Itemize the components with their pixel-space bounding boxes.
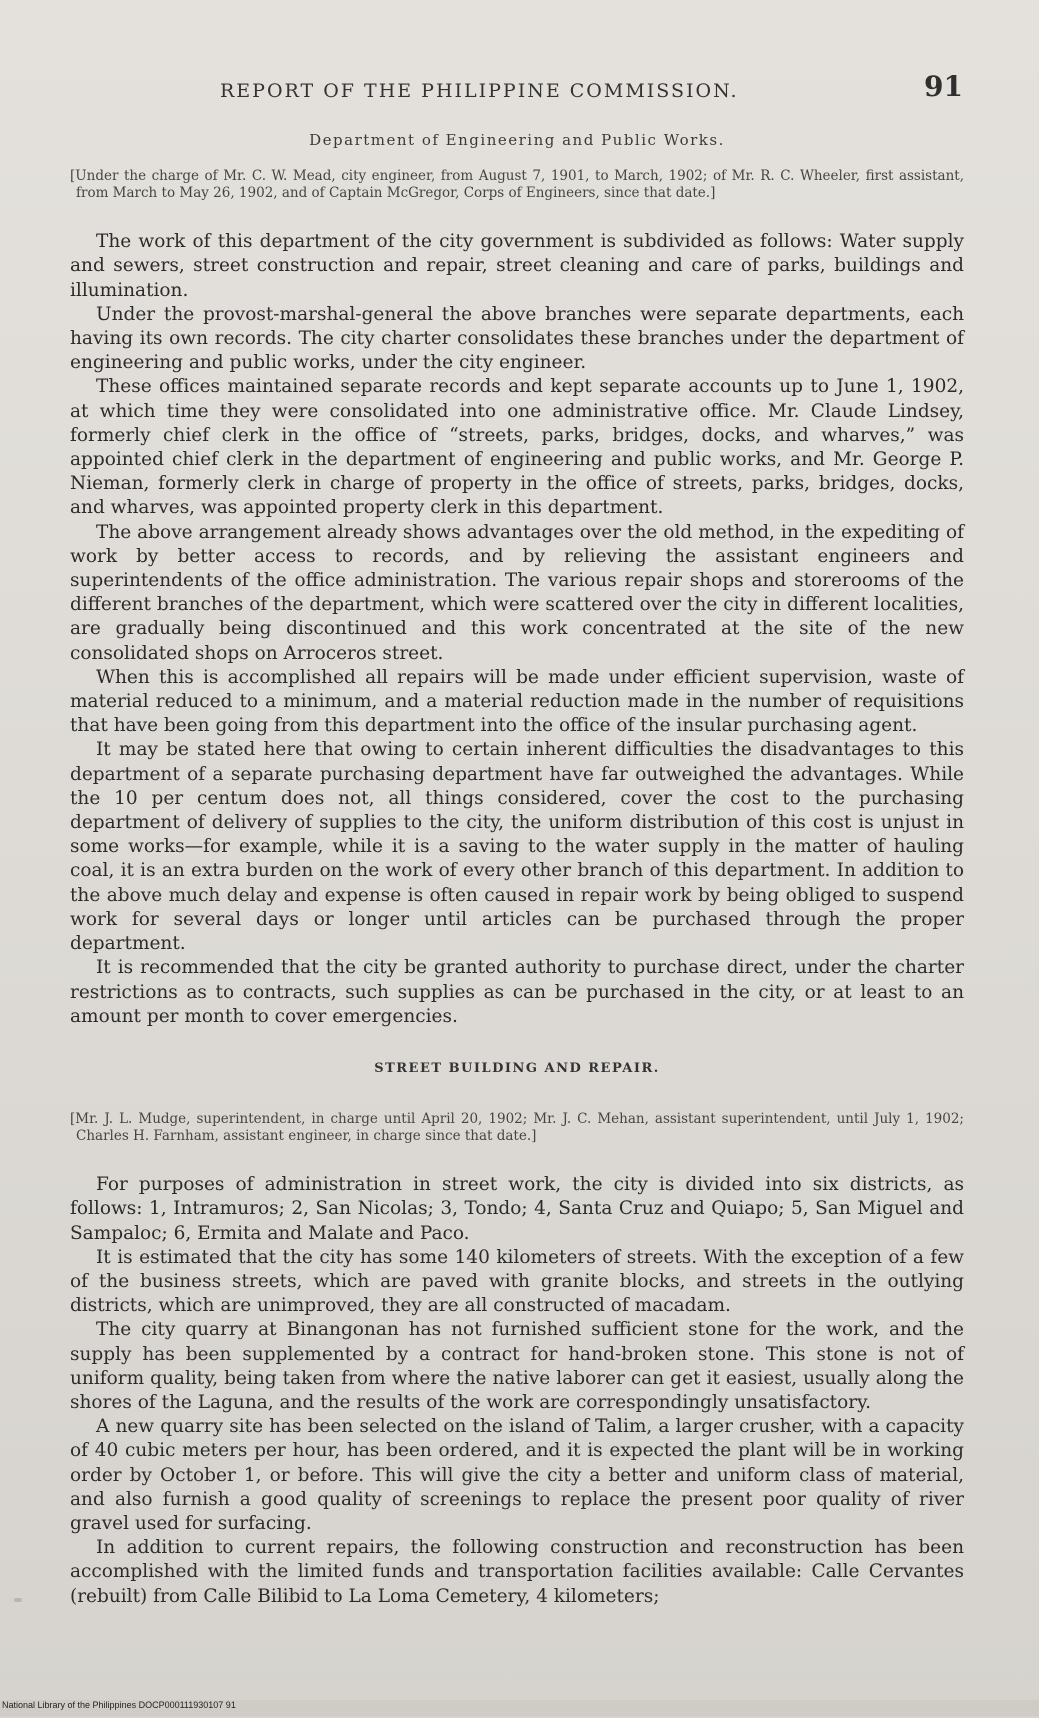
running-head bbox=[0, 68, 1039, 108]
section-paragraph: These offices maintained separate records and kept separate accounts up to June 1, 1902, at which time they were consolidated into one administrative office. Mr. Claude Lindsey, formerly chief clerk in the office of “streets, parks, bridges, docks, and wharves,” was appointed chief clerk in the department of engineering and public works, and Mr. George P. Nieman, formerly clerk in charge of property in the office of streets, parks, bridges, docks, and wharves, was appointed property clerk in this department. bbox=[70, 376, 964, 519]
subsection-paragraph: A new quarry site has been selected on the island of Talim, a larger crusher, with a capacity of 40 cubic meters per hour, has been ordered, and it is expected the plant will be in working order by October 1, or before. This will give the city a better and uniform class of material, and also furnish a good quality of screenings to replace the present poor quality of river gravel used for surfacing. bbox=[70, 1416, 964, 1534]
scan-source-label: National Library of the Philippines DOCP000111930107 91 bbox=[2, 1700, 236, 1710]
subsection-paragraph: For purposes of administration in street work, the city is divided into six districts, as follows: 1, Intramuros; 2, San Nicolas; 3, Tondo; 4, Santa Cruz and Quiapo; 5, San Miguel and Sampaloc; 6, Ermita and Malate and Paco. bbox=[70, 1174, 964, 1244]
section-paragraph: The above arrangement already shows advantages over the old method, in the expediting of work by better access to records, and by relieving the assistant engineers and superintendents of the office administration. The various repair shops and storerooms of the different branches of the department, which were scattered over the city in different localities, are gradually being discontinued and this work concentrated at the site of the new consolidated shops on Arroceros street. bbox=[70, 521, 964, 664]
section-paragraph: It may be stated here that owing to certain inherent difficulties the disadvantages to this department of a separate purchasing department have far outweighed the advantages. While the 10 per centum does not, all things considered, cover the cost to the purchasing department of delivery of supplies to the city, the uniform distribution of this cost is unjust in some works—for example, while it is a saving to the water supply in the matter of hauling coal, it is an extra burden on the work of every other branch of this department. In addition to the above much delay and expense is often caused in repair work by being obliged to suspend work for several days or longer until articles can be purchased through the proper department. bbox=[70, 739, 964, 955]
section-title: Department of Engineering and Public Works. bbox=[309, 131, 725, 149]
scan-footer bbox=[0, 1700, 1039, 1716]
page-number: 91 bbox=[924, 70, 963, 103]
subsection-title: STREET BUILDING AND REPAIR. bbox=[374, 1060, 660, 1076]
subsection-charge-note: [Mr. J. L. Mudge, superintendent, in charge until April 20, 1902; Mr. J. C. Mehan, assistant superintendent, until July 1, 1902; Charles H. Farnham, assistant engineer, in charge since that date.] bbox=[70, 1111, 964, 1145]
section-paragraph: When this is accomplished all repairs will be made under efficient supervision, waste of material reduced to a minimum, and a material reduction made in the number of requisitions that have been going from this department into the office of the insular purchasing agent. bbox=[70, 666, 964, 737]
scan-speck bbox=[14, 1598, 22, 1602]
section-paragraph: Under the provost-marshal-general the above branches were separate departments, each having its own records. The city charter consolidates these branches under the department of engineering and public works, under the city engineer. bbox=[70, 303, 964, 374]
section-charge-note: [Under the charge of Mr. C. W. Mead, city engineer, from August 7, 1901, to March, 1902; of Mr. R. C. Wheeler, first assistant, from March to May 26, 1902, and of Captain McGregor, Corps of Engineers, since that date.] bbox=[70, 168, 964, 202]
subsection-paragraph: The city quarry at Binangonan has not furnished sufficient stone for the work, and the supply has been supplemented by a contract for hand-broken stone. This stone is not of uniform quality, being taken from where the native laborer can get it easiest, usually along the shores of the Laguna, and the results of the work are correspondingly unsatisfactory. bbox=[70, 1319, 964, 1413]
subsection-paragraph: In addition to current repairs, the following construction and reconstruction has been accomplished with the limited funds and transportation facilities available: Calle Cervantes (rebuilt) from Calle Bilibid to La Loma Cemetery, 4 kilometers; bbox=[70, 1537, 964, 1607]
report-title: REPORT OF THE PHILIPPINE COMMISSION. bbox=[220, 80, 739, 102]
section-paragraph: The work of this department of the city government is subdivided as follows: Water supply and sewers, street construction and repair, street cleaning and care of parks, buildings and illumination. bbox=[70, 231, 964, 301]
page-content bbox=[70, 128, 964, 1609]
section-paragraph: It is recommended that the city be granted authority to purchase direct, under the charter restrictions as to contracts, such supplies as can be purchased in the city, or at least to an amount per month to cover emergencies. bbox=[70, 957, 964, 1027]
subsection-paragraph: It is estimated that the city has some 140 kilometers of streets. With the exception of a few of the business streets, which are paved with granite blocks, and streets in the outlying districts, which are unimproved, they are all constructed of macadam. bbox=[70, 1246, 964, 1317]
